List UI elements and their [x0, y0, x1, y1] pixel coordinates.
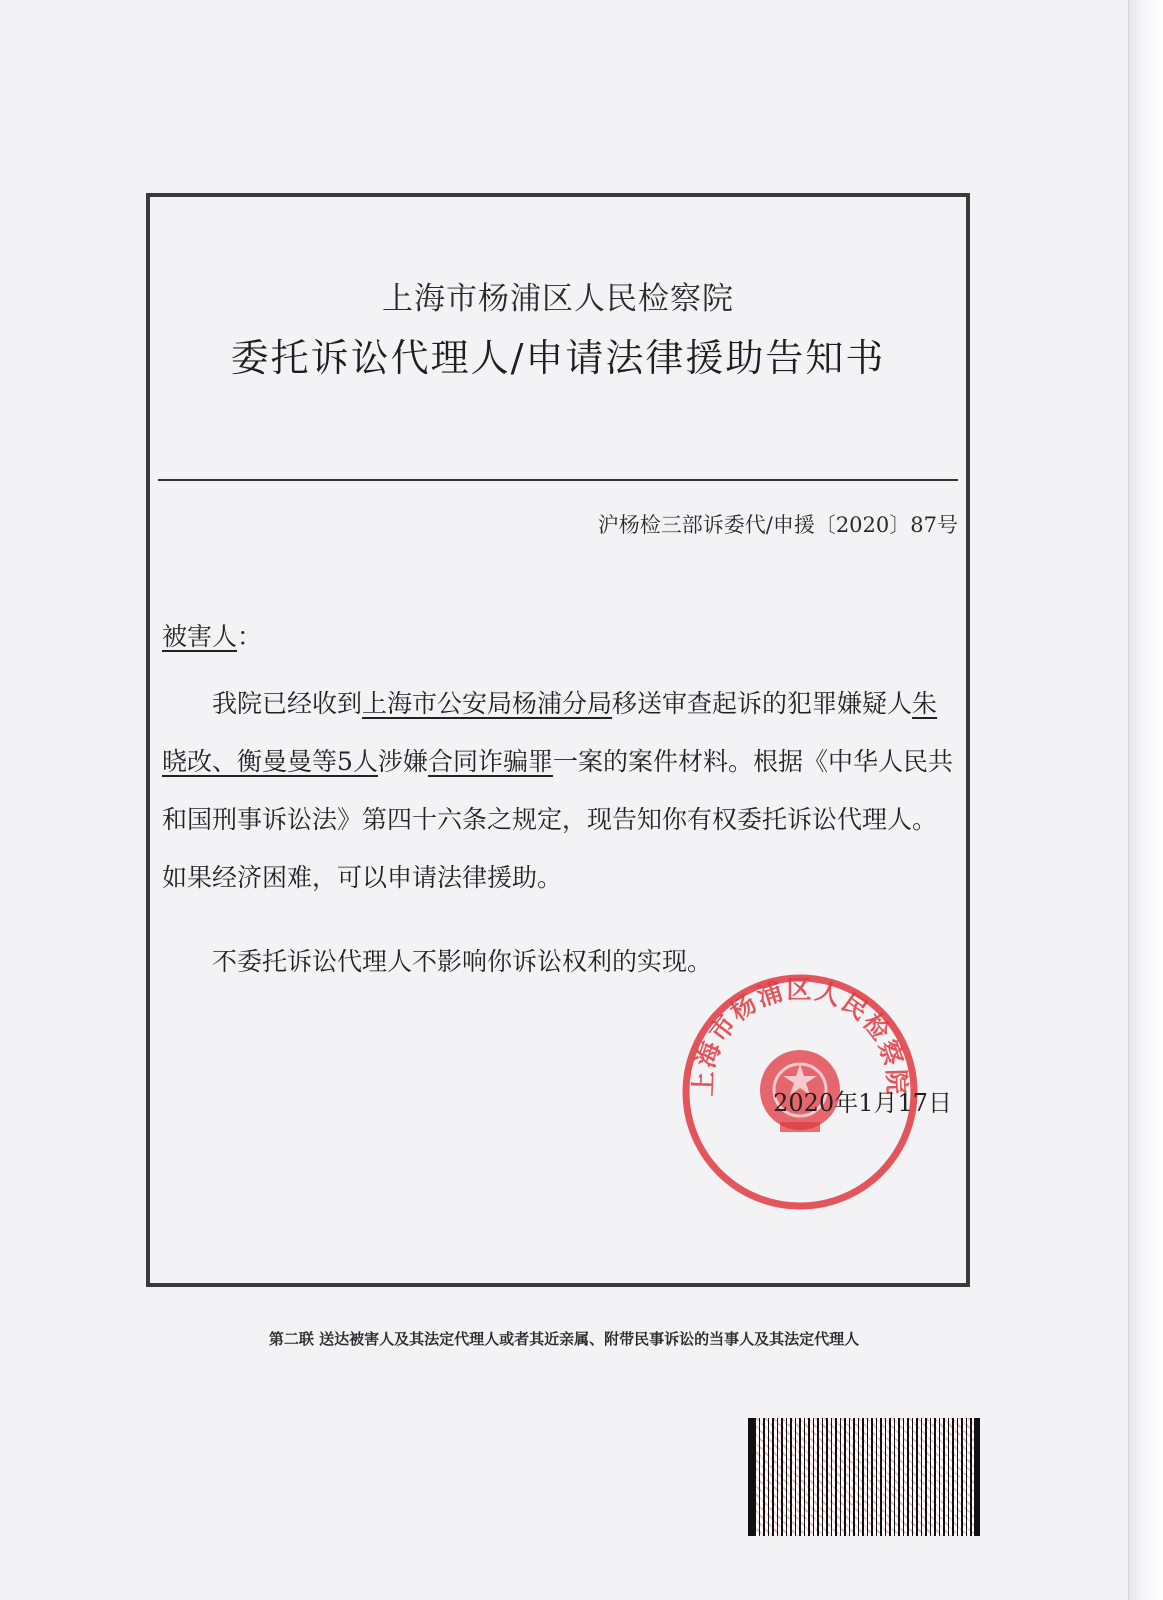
transferring-agency: 上海市公安局杨浦分局 — [362, 689, 613, 718]
seal-text: 上海市杨浦区人民检察院 — [688, 974, 912, 1097]
notice-body — [162, 675, 958, 991]
paper-edge — [1128, 0, 1163, 1600]
addressee — [162, 617, 262, 653]
p1-text-d: 一案的案件材料。根据《中华人民共和国刑事诉讼法》第四十六条之规定，现告知你有权委托诉讼代理人。如果经济困难，可以申请法律援助。 — [162, 747, 953, 892]
document-title: 委托诉讼代理人/申请法律援助告知书 — [230, 336, 886, 380]
suspect-names: 朱晓改、衡曼曼等5人 — [162, 689, 938, 776]
paragraph-1 — [162, 675, 958, 907]
organization-name: 上海市杨浦区人民检察院 — [382, 281, 734, 317]
copy-note: 第二联 送达被害人及其法定代理人或者其近亲属、附带民事诉讼的当事人及其法定代理人 — [268, 1330, 860, 1348]
p1-text-b: 移送审查起诉的犯罪嫌疑人 — [612, 689, 913, 718]
issue-date: 2020年1月17日 — [773, 1089, 952, 1117]
addressee-label: 被害人 — [162, 622, 238, 651]
addressee-colon: ： — [237, 622, 263, 651]
notice-frame — [146, 193, 970, 1287]
paragraph-2: 不委托诉讼代理人不影响你诉讼权利的实现。 — [212, 947, 713, 976]
charge-name: 合同诈骗罪 — [427, 747, 553, 776]
barcode-icon — [748, 1418, 980, 1536]
title-divider — [158, 479, 958, 481]
p1-text-a: 我院已经收到 — [212, 689, 363, 718]
document-number: 沪杨检三部诉委代/申援〔2020〕87号 — [597, 513, 958, 537]
p1-text-c: 涉嫌 — [377, 747, 428, 776]
